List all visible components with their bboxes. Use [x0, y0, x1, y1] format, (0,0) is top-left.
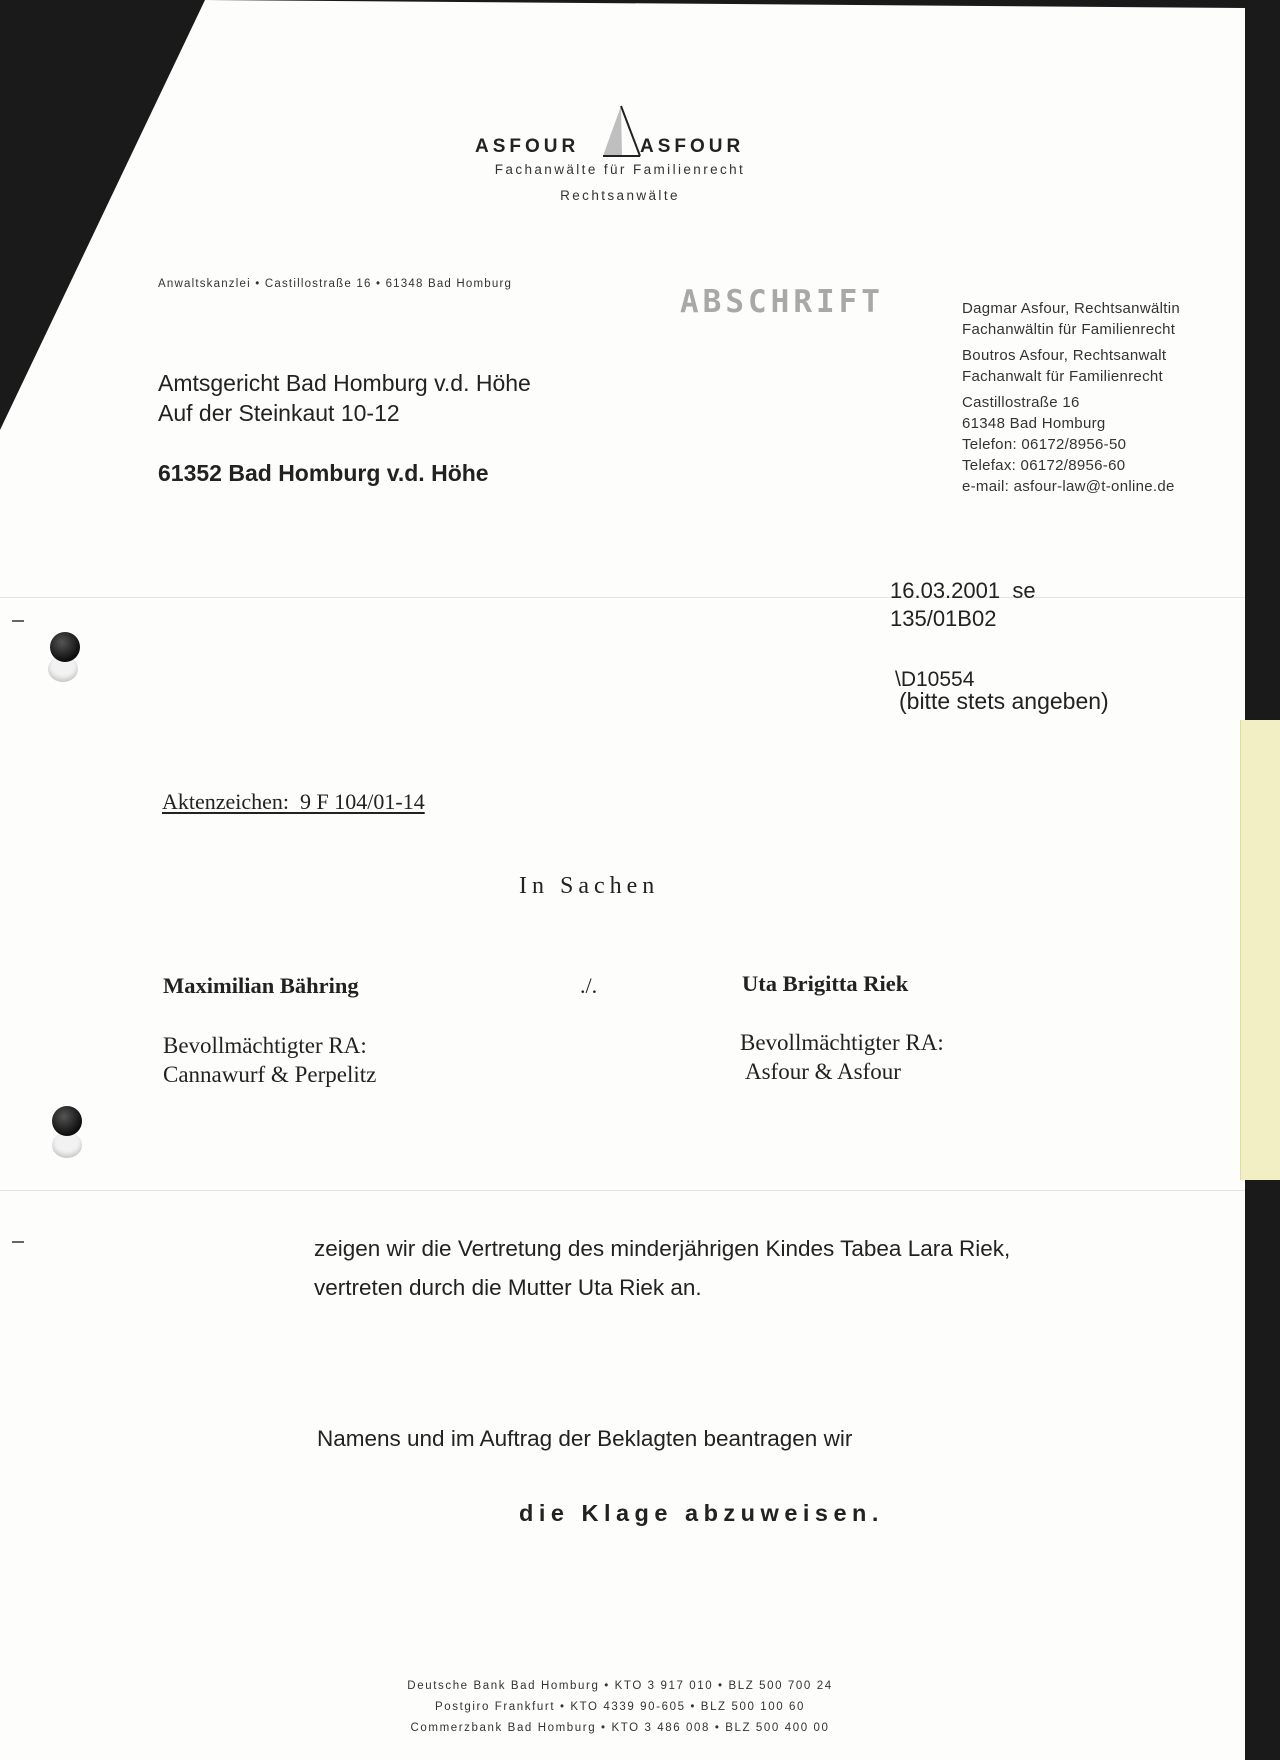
- defendant-name: Uta Brigitta Riek: [742, 971, 909, 996]
- bank-details: Postgiro Frankfurt • KTO 4339 90-605 • BLZ 500 100 60: [434, 1701, 806, 1713]
- bank-details: Deutsche Bank Bad Homburg • KTO 3 917 010 • BLZ 500 700 24: [407, 1680, 833, 1692]
- case-reference: Aktenzeichen: 9 F 104/01-14: [162, 789, 425, 814]
- contact-block: [962, 298, 1180, 497]
- lawyer-title: Fachanwältin für Familienrecht: [962, 321, 1176, 338]
- defendant-counsel-name: Asfour & Asfour: [745, 1059, 901, 1084]
- bank-details: Commerzbank Bad Homburg • KTO 3 486 008 • BLZ 500 400 00: [410, 1722, 830, 1734]
- defendant-counsel-label: Bevollmächtigter RA:: [740, 1030, 944, 1055]
- fold-line: [0, 597, 1245, 598]
- recipient-street: Auf der Steinkaut 10-12: [158, 400, 400, 426]
- body-line: zeigen wir die Vertretung des minderjährigen Kindes Tabea Lara Riek,: [314, 1236, 1011, 1261]
- file-number: 135/01B02: [890, 606, 997, 631]
- recipient-court: Amtsgericht Bad Homburg v.d. Höhe: [158, 370, 531, 396]
- firm-specialty: Fachanwälte für Familienrecht: [494, 162, 746, 177]
- body-line: Namens und im Auftrag der Beklagten beantragen wir: [317, 1426, 853, 1451]
- motion-text: die Klage abzuweisen.: [519, 1500, 884, 1526]
- recipient-city: 61352 Bad Homburg v.d. Höhe: [158, 460, 489, 486]
- office-city: 61348 Bad Homburg: [962, 415, 1106, 432]
- punch-hole: [52, 1106, 82, 1136]
- punch-hole: [50, 632, 80, 662]
- lawyer-name: Dagmar Asfour, Rechtsanwältin: [962, 300, 1180, 317]
- client-code-note: (bitte stets angeben): [899, 688, 1109, 714]
- firm-name-left: ASFOUR: [475, 136, 580, 157]
- plaintiff-counsel-label: Bevollmächtigter RA:: [163, 1033, 367, 1058]
- firm-type: Rechtsanwälte: [560, 188, 680, 203]
- sticky-note-tab: [1240, 720, 1280, 1180]
- letter-date: 16.03.2001 se: [890, 578, 1036, 603]
- lawyer-title: Fachanwalt für Familienrecht: [962, 368, 1163, 385]
- margin-tick: [12, 620, 24, 622]
- copy-stamp: ABSCHRIFT: [680, 284, 884, 320]
- office-phone: Telefon: 06172/8956-50: [962, 436, 1127, 453]
- plaintiff-counsel-name: Cannawurf & Perpelitz: [163, 1062, 377, 1087]
- office-fax: Telefax: 06172/8956-60: [962, 457, 1126, 474]
- margin-tick: [12, 1241, 24, 1243]
- office-email: e-mail: asfour-law@t-online.de: [962, 478, 1175, 495]
- in-sachen-heading: In Sachen: [519, 873, 660, 899]
- firm-name-right: ASFOUR: [640, 136, 745, 157]
- fold-line: [0, 1190, 1245, 1191]
- lawyer-name: Boutros Asfour, Rechtsanwalt: [962, 347, 1167, 364]
- office-street: Castillostraße 16: [962, 394, 1080, 411]
- versus-mark: ./.: [580, 973, 598, 998]
- sender-line: Anwaltskanzlei • Castillostraße 16 • 61348 Bad Homburg: [158, 278, 513, 290]
- body-line: vertreten durch die Mutter Uta Riek an.: [314, 1275, 702, 1300]
- client-code: \D10554: [895, 668, 975, 691]
- triangle-logo-icon: [600, 104, 642, 162]
- plaintiff-name: Maximilian Bähring: [163, 973, 359, 998]
